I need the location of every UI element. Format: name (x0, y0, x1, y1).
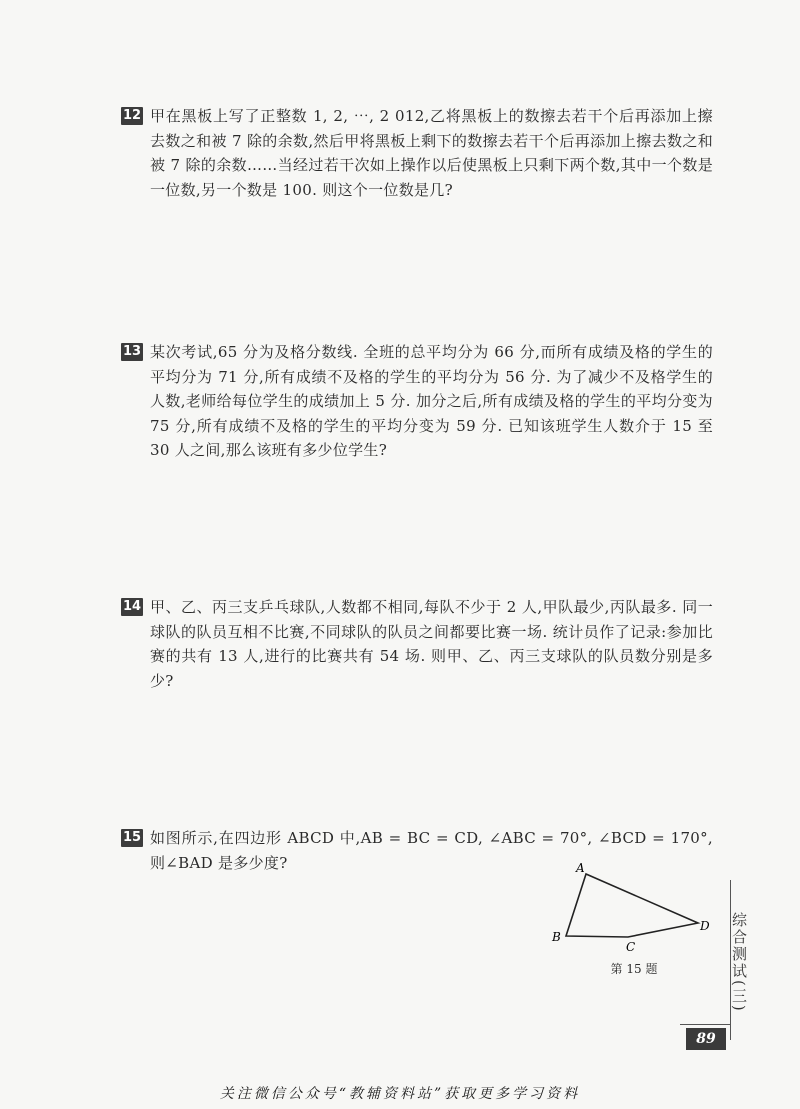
problem-text: 某次考试,65 分为及格分数线. 全班的总平均分为 66 分,而所有成绩及格的学生的平均分为 71 分,所有成绩不及格的学生的平均分为 56 分. 为了减少不及格学生的人数,老师给每位学生的成绩加上 5 分. 加分之后,所有成绩及格的学生的平均分变为 75 分,所有成绩不及格的学生的平均分变为 59 分. 已知该班学生人数介于 15 至 30 人之间,那么该班有多少位学生? (150, 343, 713, 459)
problem-14 (121, 595, 713, 693)
quadrilateral-abcd (566, 874, 698, 937)
vertex-label-d: D (700, 919, 710, 933)
footer-watermark: 关注微信公众号“教辅资料站”获取更多学习资料 (219, 1086, 581, 1102)
problem-number-badge: 12 (122, 108, 142, 123)
problem-text: 甲、乙、丙三支乒乓球队,人数都不相同,每队不少于 2 人,甲队最少,丙队最多. 同一球队的队员互相不比赛,不同球队的队员之间都要比赛一场. 统计员作了记录:参加比赛的共有 13 人,进行的比赛共有 54 场. 则甲、乙、丙三支球队的队员数分别是多少? (150, 598, 713, 690)
problem-text: 如图所示,在四边形 ABCD 中,AB = BC = CD, ∠ABC = 70°, ∠BCD = 170°,则∠BAD 是多少度? (150, 829, 713, 872)
problem-text: 甲在黑板上写了正整数 1, 2, ⋯, 2 012,乙将黑板上的数擦去若干个后再添加上擦去数之和被 7 除的余数,然后甲将黑板上剩下的数擦去若干个后再添加上擦去数之和被 7 除的余数……当经过若干次如上操作以后使黑板上只剩下两个数,其中一个数是一位数,另一个数是 100. 则这个一位数是几? (150, 107, 713, 199)
quadrilateral-diagram (548, 860, 718, 960)
section-side-label: 综合测试(三) (730, 912, 748, 1013)
page-number: 89 (686, 1028, 726, 1050)
vertex-label-b: B (552, 930, 561, 944)
figure-caption: 第 15 题 (610, 962, 658, 976)
page-number-divider (680, 1024, 730, 1025)
quadrilateral-figure (548, 860, 718, 978)
vertex-label-a: A (576, 861, 585, 875)
problem-number-badge: 14 (122, 599, 142, 614)
problem-13 (121, 340, 713, 463)
vertex-label-c: C (626, 940, 636, 954)
problem-12 (121, 104, 713, 202)
problem-number-badge: 13 (122, 344, 142, 359)
problem-number-badge: 15 (122, 830, 142, 845)
